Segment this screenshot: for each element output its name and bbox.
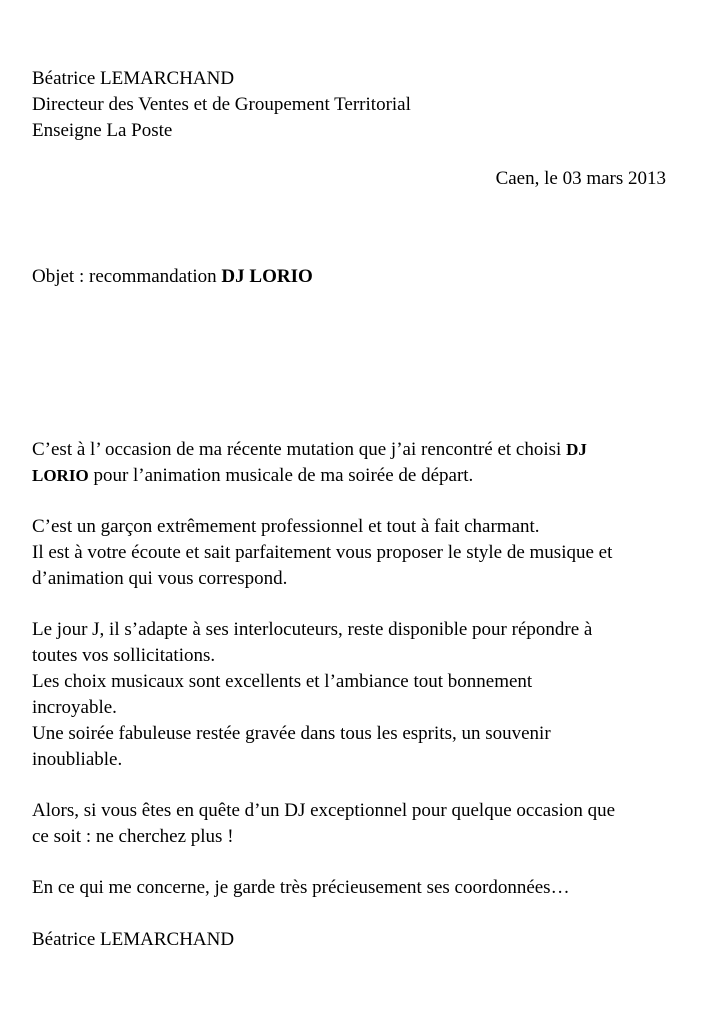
dj-name-part-1: DJ [566, 440, 587, 459]
sender-title: Directeur des Ventes et de Groupement Territorial [32, 94, 411, 115]
paragraph-3-line-4: incroyable. [32, 697, 117, 718]
paragraph-2 [32, 514, 712, 592]
sender-name: Béatrice LEMARCHAND [32, 68, 235, 89]
paragraph-4-line-1: Alors, si vous êtes en quête d’un DJ exceptionnel pour quelque occasion que [32, 800, 616, 821]
paragraph-1 [32, 437, 712, 489]
paragraph-3-line-5: Une soirée fabuleuse restée gravée dans tous les esprits, un souvenir [32, 723, 551, 744]
paragraph-4-line-2: ce soit : ne cherchez plus ! [32, 826, 234, 847]
date-line: Caen, le 03 mars 2013 [495, 168, 666, 189]
sender-block [32, 66, 411, 144]
paragraph-2-line-1: C’est un garçon extrêmement professionnel et tout à fait charmant. [32, 516, 540, 537]
letter-body [32, 437, 712, 926]
subject-line [32, 264, 313, 290]
paragraph-1-text-1: C’est à l’ occasion de ma récente mutation que j’ai rencontré et choisi [32, 439, 562, 460]
subject-name: DJ LORIO [221, 266, 313, 287]
paragraph-1-line-1 [32, 437, 712, 463]
paragraph-3-line-6: inoubliable. [32, 749, 123, 770]
paragraph-1-text-2: pour l’animation musicale de ma soirée de départ. [93, 465, 474, 486]
paragraph-3-line-1: Le jour J, il s’adapte à ses interlocuteurs, reste disponible pour répondre à [32, 619, 593, 640]
paragraph-3 [32, 617, 712, 773]
paragraph-4 [32, 798, 712, 850]
paragraph-2-line-3: d’animation qui vous correspond. [32, 568, 288, 589]
paragraph-1-line-2 [32, 463, 712, 489]
dj-name-part-2: LORIO [32, 466, 89, 485]
paragraph-3-line-2: toutes vos sollicitations. [32, 645, 216, 666]
signature: Béatrice LEMARCHAND [32, 929, 235, 950]
paragraph-5-line-1: En ce qui me concerne, je garde très précieusement ses coordonnées… [32, 877, 570, 898]
paragraph-5 [32, 875, 712, 901]
subject-prefix: Objet : recommandation [32, 266, 217, 287]
paragraph-2-line-2: Il est à votre écoute et sait parfaitement vous proposer le style de musique et [32, 542, 613, 563]
paragraph-3-line-3: Les choix musicaux sont excellents et l’ambiance tout bonnement [32, 671, 533, 692]
sender-organization: Enseigne La Poste [32, 120, 173, 141]
